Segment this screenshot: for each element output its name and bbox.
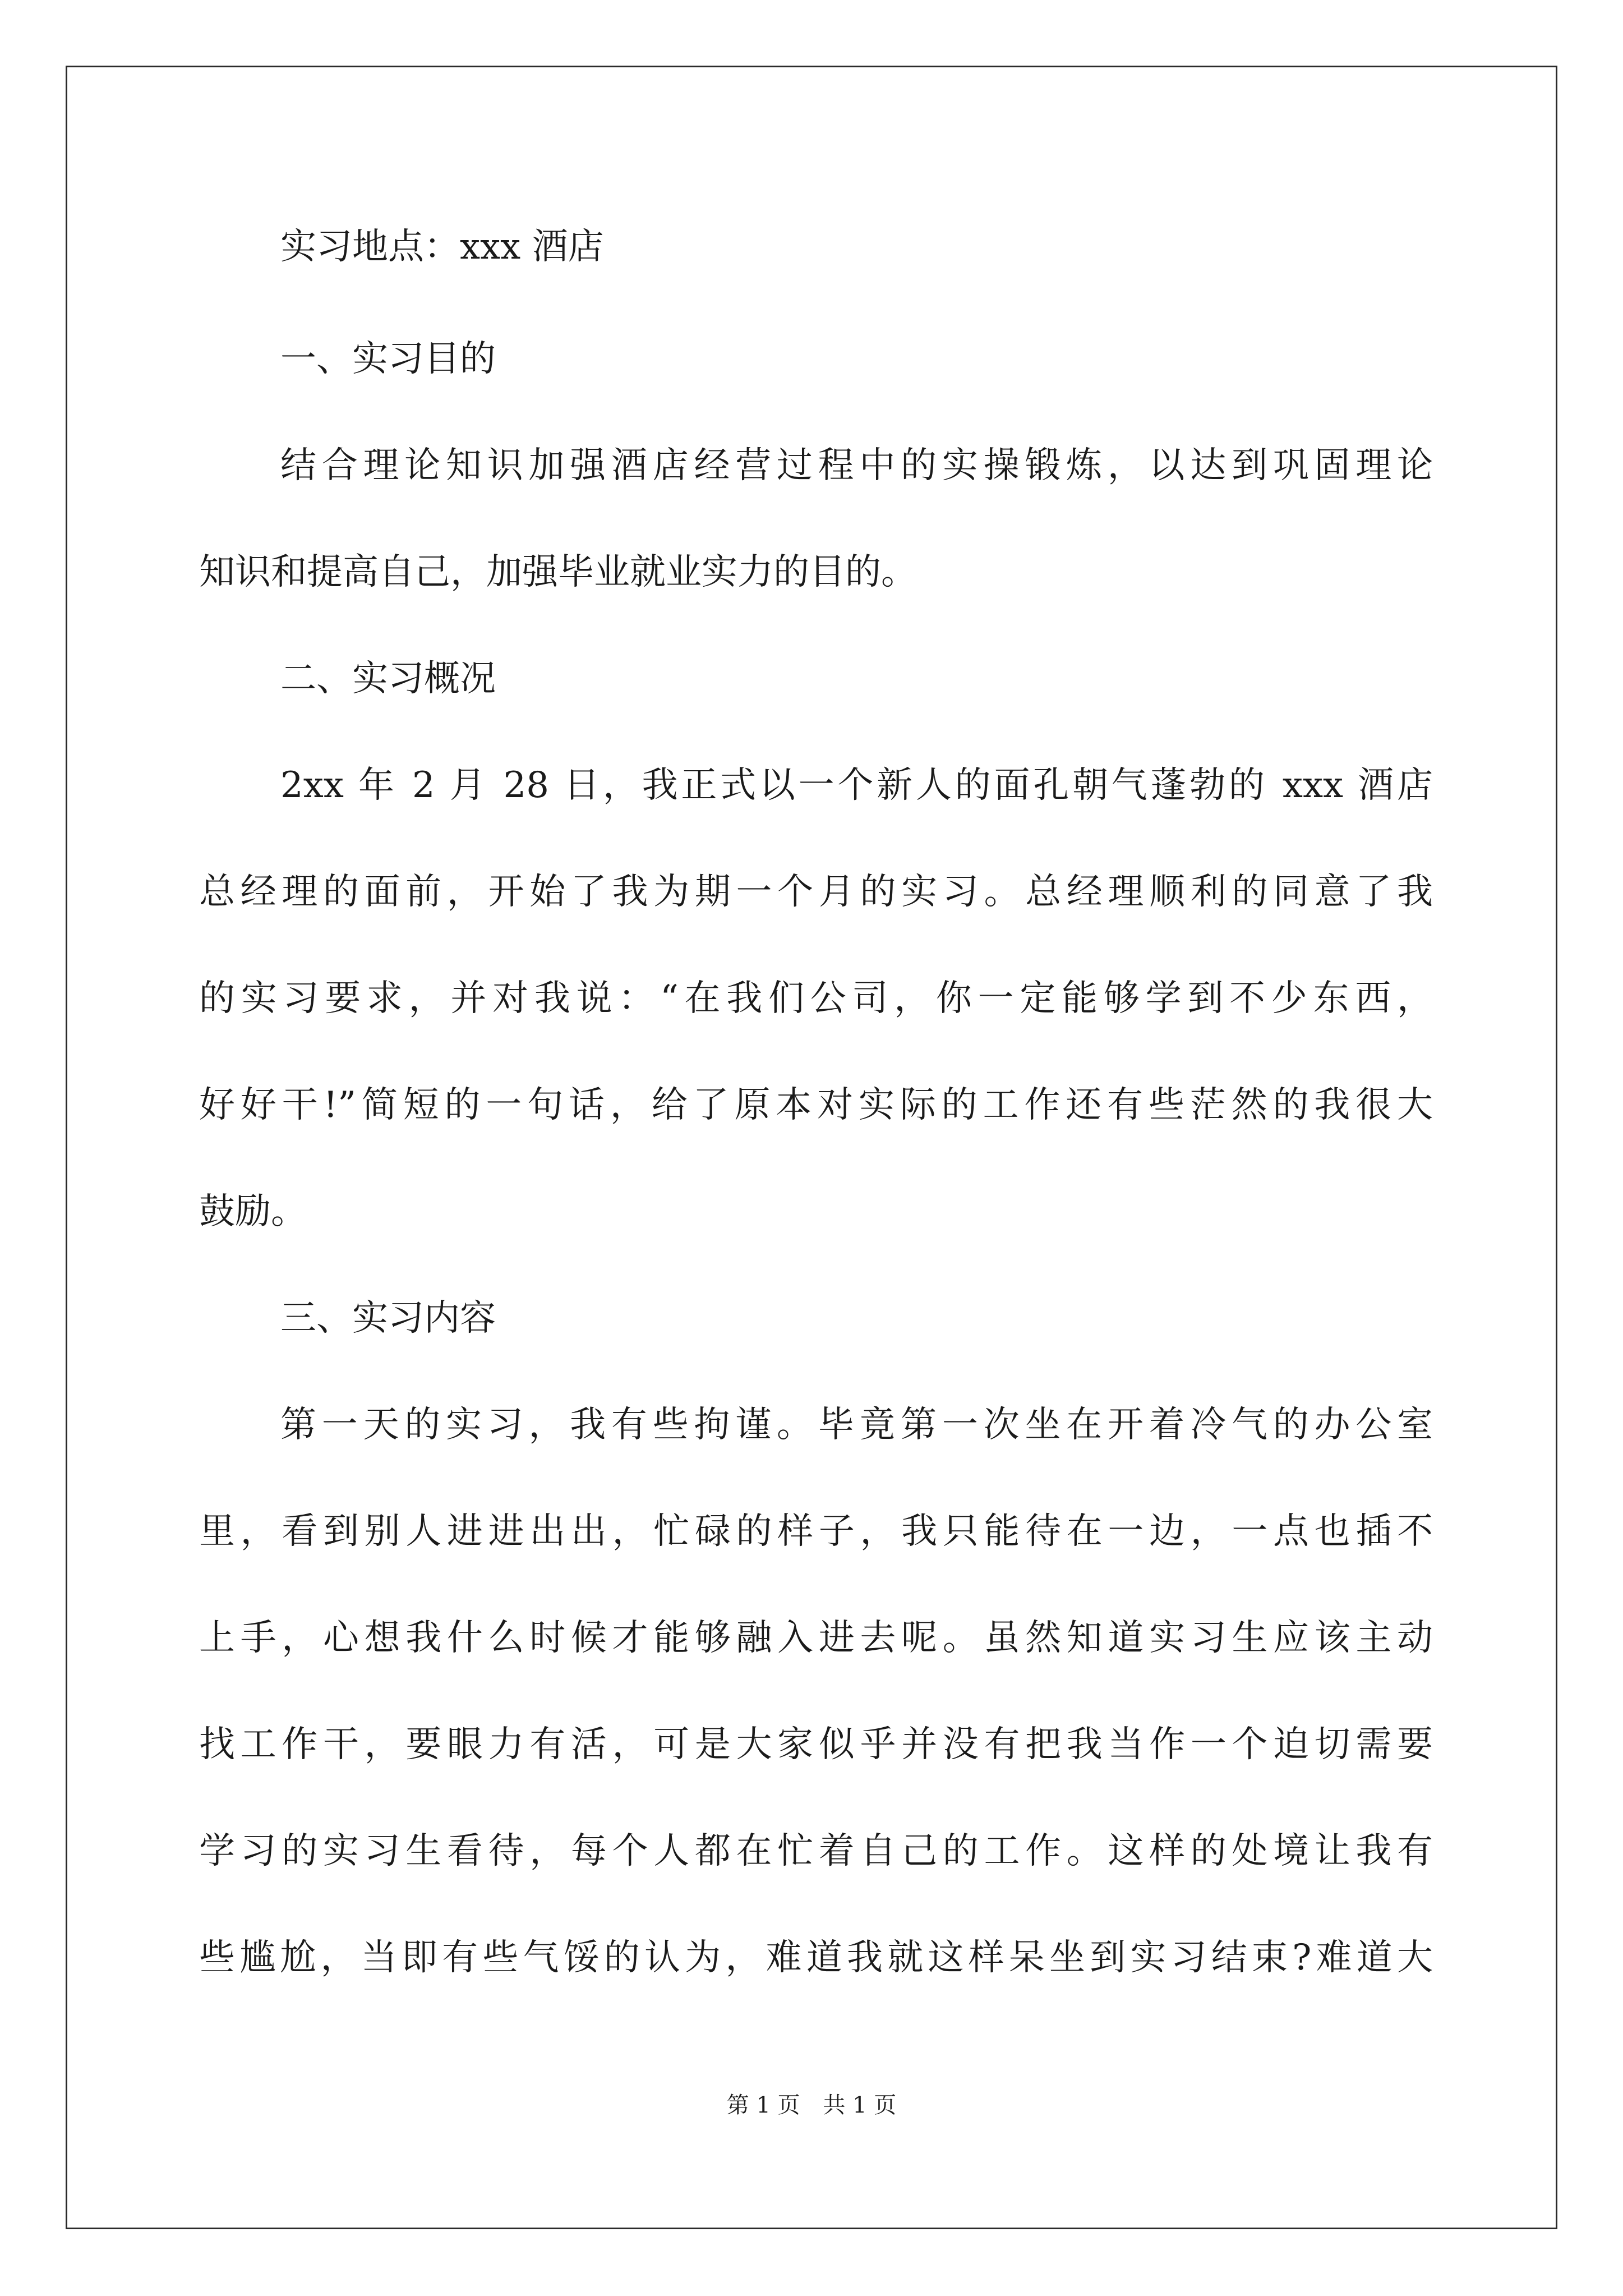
paragraph-overview-line-4: 好好干!”简短的一句话，给了原本对实际的工作还有些茫然的我很大 xyxy=(199,1084,1433,1126)
paragraph-content-line-3: 上手，心想我什么时候才能够融入进去呢。虽然知道实习生应该主动 xyxy=(199,1617,1433,1659)
section-heading-content: 三、实习内容 xyxy=(280,1297,496,1339)
page-border xyxy=(66,66,1557,2229)
paragraph-overview-line-2: 总经理的面前，开始了我为期一个月的实习。总经理顺利的同意了我 xyxy=(199,871,1433,913)
section-heading-overview: 二、实习概况 xyxy=(280,658,496,700)
section-heading-purpose: 一、实习目的 xyxy=(280,338,496,380)
paragraph-purpose-line-1: 结合理论知识加强酒店经营过程中的实操锻炼，以达到巩固理论 xyxy=(280,445,1433,486)
paragraph-overview-line-5: 鼓励。 xyxy=(199,1191,307,1232)
paragraph-content-line-5: 学习的实习生看待，每个人都在忙着自己的工作。这样的处境让我有 xyxy=(199,1830,1433,1872)
location-line: 实习地点：xxx 酒店 xyxy=(280,226,604,268)
paragraph-content-line-1: 第一天的实习，我有些拘谨。毕竟第一次坐在开着冷气的办公室 xyxy=(280,1404,1433,1446)
paragraph-overview-line-3: 的实习要求，并对我说：“在我们公司，你一定能够学到不少东西， xyxy=(199,978,1433,1019)
page-number-total: 共 1 页 xyxy=(823,2092,897,2118)
page-footer xyxy=(0,2091,1623,2119)
paragraph-purpose-line-2: 知识和提高自己，加强毕业就业实力的目的。 xyxy=(199,551,917,593)
paragraph-content-line-2: 里，看到别人进进出出，忙碌的样子，我只能待在一边，一点也插不 xyxy=(199,1511,1433,1552)
paragraph-content-line-6: 些尴尬，当即有些气馁的认为，难道我就这样呆坐到实习结束?难道大 xyxy=(199,1937,1433,1978)
paragraph-content-line-4: 找工作干，要眼力有活，可是大家似乎并没有把我当作一个迫切需要 xyxy=(199,1724,1433,1765)
page-number-current: 第 1 页 xyxy=(726,2092,800,2118)
paragraph-overview-line-1: 2xx 年 2 月 28 日，我正式以一个新人的面孔朝气蓬勃的 xxx 酒店 xyxy=(280,765,1433,806)
